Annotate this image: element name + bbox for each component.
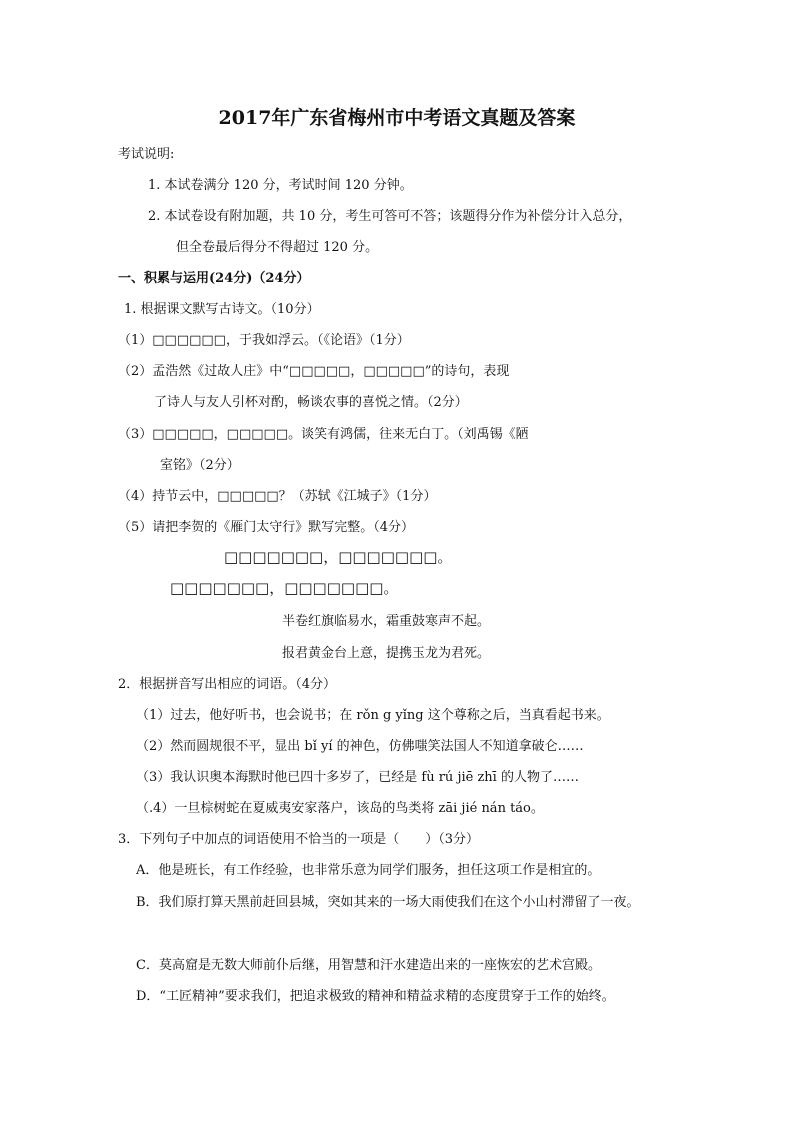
question-1-part-3: （3）□□□□□，□□□□□。谈笑有鸿儒，往来无白丁。（刘禹锡《陋: [118, 427, 529, 442]
question-3-option-d: D．“工匠精神”要求我们，把追求极致的精神和精益求精的态度贯穿于工作的始终。: [136, 989, 615, 1004]
page-title: 2017年广东省梅州市中考语文真题及答案: [218, 107, 576, 129]
section-1-heading: 一、积累与运用(24分)（24分）: [118, 271, 310, 286]
question-3-option-b: B．我们原打算天黑前赶回县城，突如其来的一场大雨使我们在这个小山村滞留了一夜。: [136, 895, 640, 910]
question-2-part-1: （1）过去，他好听书，也会说书；在 rǒn g yǐng 这个尊称之后，当真看起书来。: [136, 708, 610, 723]
instruction-item-2: 2. 本试卷设有附加题，共 10 分，考生可答可不答；该题得分作为补偿分计入总分，: [148, 209, 632, 224]
poem-line-1: □□□□□□□，□□□□□□□。: [224, 548, 453, 566]
question-2-stem: 2．根据拼音写出相应的词语。（4分）: [118, 677, 337, 692]
question-2-part-2: （2）然而圆规很不平，显出 bǐ yí 的神色，仿佛嗤笑法国人不知道拿破仑……: [136, 739, 584, 754]
instruction-item-1: 1. 本试卷满分 120 分，考试时间 120 分钟。: [148, 178, 413, 193]
question-1-part-2-continued: 了诗人与友人引杯对酌，畅谈农事的喜悦之情。（2分）: [154, 395, 468, 410]
question-1-part-5: （5）请把李贺的《雁门太守行》默写完整。（4分）: [118, 520, 415, 535]
poem-line-3: 半卷红旗临易水，霜重鼓寒声不起。: [282, 614, 491, 629]
question-2-part-4: （.4）一旦棕树蛇在夏威夷安家落户，该岛的鸟类将 zāi jié nán táo。: [136, 801, 544, 816]
instructions-heading: 考试说明:: [118, 147, 175, 162]
question-1-part-4: （4）持节云中，□□□□□？（苏轼《江城子》（1分）: [118, 489, 437, 504]
question-3-stem: 3．下列句子中加点的词语使用不恰当的一项是（ ）（3分）: [118, 832, 480, 847]
question-1-part-3-continued: 室铭》（2分）: [160, 458, 240, 473]
instruction-item-2-continued: 但全卷最后得分不得超过 120 分。: [176, 240, 379, 255]
question-1-stem: 1. 根据课文默写古诗文。（10分）: [124, 302, 320, 317]
question-2-part-3: （3）我认识奥本海默时他已四十多岁了，已经是 fù rú jiē zhī 的人物了……: [136, 770, 579, 785]
question-3-option-c: C．莫高窟是无数大师前仆后继，用智慧和汗水建造出来的一座恢宏的艺术宫殿。: [136, 958, 601, 973]
question-1-part-1: （1）□□□□□□，于我如浮云。（《论语》（1分）: [118, 333, 410, 348]
poem-line-2: □□□□□□□，□□□□□□□。: [170, 579, 399, 597]
question-1-part-2: （2）孟浩然《过故人庄》中“□□□□□，□□□□□”的诗句，表现: [118, 364, 510, 379]
poem-line-4: 报君黄金台上意，提携玉龙为君死。: [282, 646, 491, 661]
question-3-option-a: A．他是班长，有工作经验，也非常乐意为同学们服务，担任这项工作是相宜的。: [136, 863, 601, 878]
